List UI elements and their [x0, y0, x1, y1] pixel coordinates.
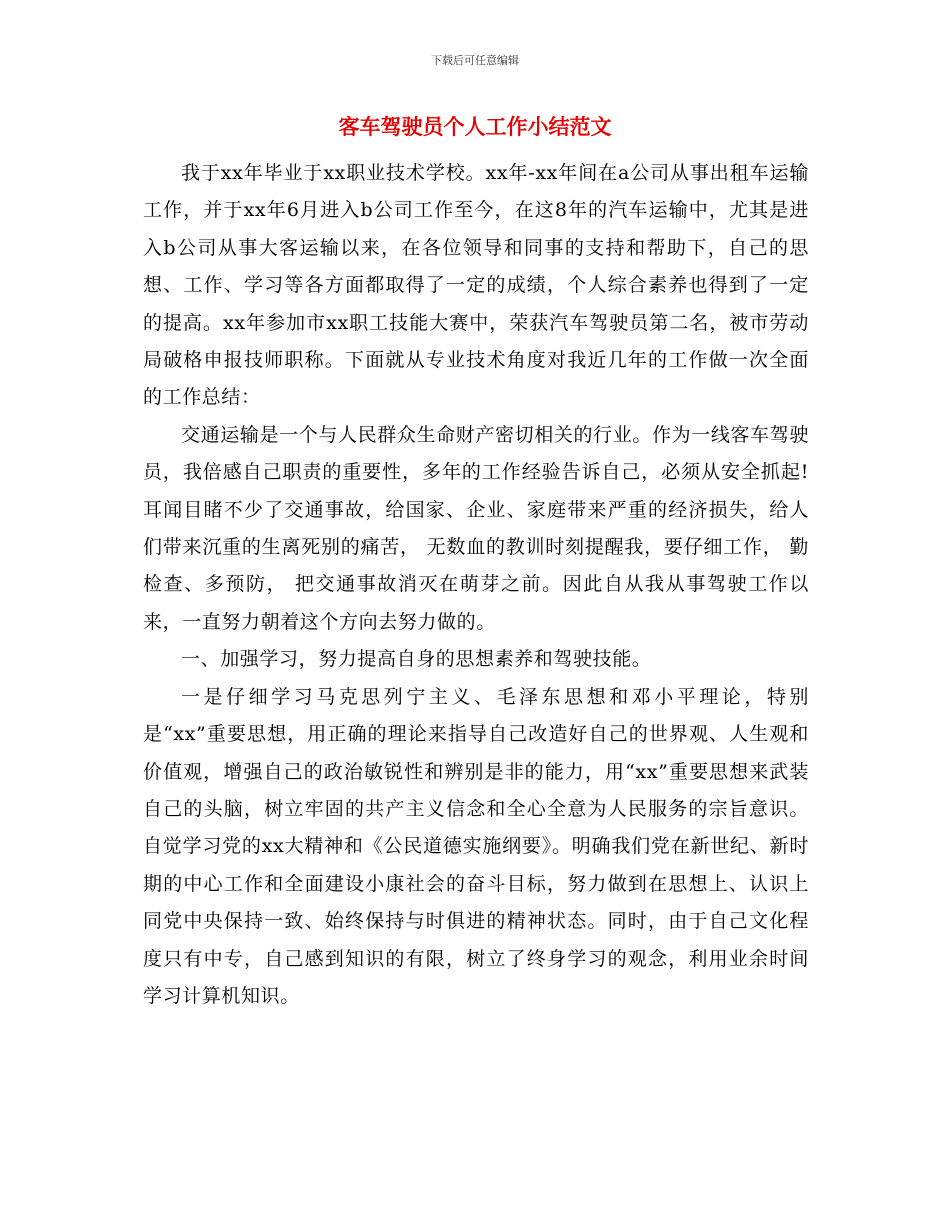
section-heading-study: 一、加强学习，努力提高自身的思想素养和驾驶技能。: [181, 648, 652, 671]
document-title: 客车驾驶员个人工作小结范文: [338, 114, 612, 139]
header-note: 下载后可任意编辑: [431, 54, 519, 67]
document-body: [143, 155, 809, 1015]
paragraph-study: 一是仔细学习马克思列宁主义、毛泽东思想和邓小平理论，特别是“xx”重要思想，用正确的理论来指导自己改造好自己的世界观、人生观和价值观，增强自己的政治敏锐性和辨别是非的能力，用“xx”重要思想来武装自己的头脑，树立牢固的共产主义信念和全心全意为人民服务的宗旨意识。自觉学习党的xx大精神和《公民道德实施纲要》。明确我们党在新世纪、新时期的中心工作和全面建设小康社会的奋斗目标，努力做到在思想上、认识上同党中央保持一致、始终保持与时俱进的精神状态。同时，由于自己文化程度只有中专，自己感到知识的有限，树立了终身学习的观念，利用业余时间学习计算机知识。: [143, 685, 809, 1007]
paragraph-intro: 我于xx年毕业于xx职业技术学校。xx年-xx年间在a公司从事出租车运输工作，并于xx年6月进入b公司工作至今，在这8年的汽车运输中，尤其是进入b公司从事大客运输以来，在各位领导和同事的支持和帮助下，自己的思想、工作、学习等各方面都取得了一定的成绩，个人综合素养也得到了一定的提高。xx年参加市xx职工技能大赛中，荣获汽车驾驶员第二名，被市劳动局破格申报技师职称。下面就从专业技术角度对我近几年的工作做一次全面的工作总结：: [143, 162, 809, 409]
paragraph-safety: 交通运输是一个与人民群众生命财产密切相关的行业。作为一线客车驾驶员，我倍感自己职责的重要性，多年的工作经验告诉自己，必须从安全抓起!耳闻目睹不少了交通事故，给国家、企业、家庭带来严重的经济损失，给人们带来沉重的生离死别的痛苦， 无数血的教训时刻提醒我，要仔细工作， 勤检查、多预防， 把交通事故消灭在萌芽之前。因此自从我从事驾驶工作以来，一直努力朝着这个方向去努力做的。: [143, 423, 809, 633]
